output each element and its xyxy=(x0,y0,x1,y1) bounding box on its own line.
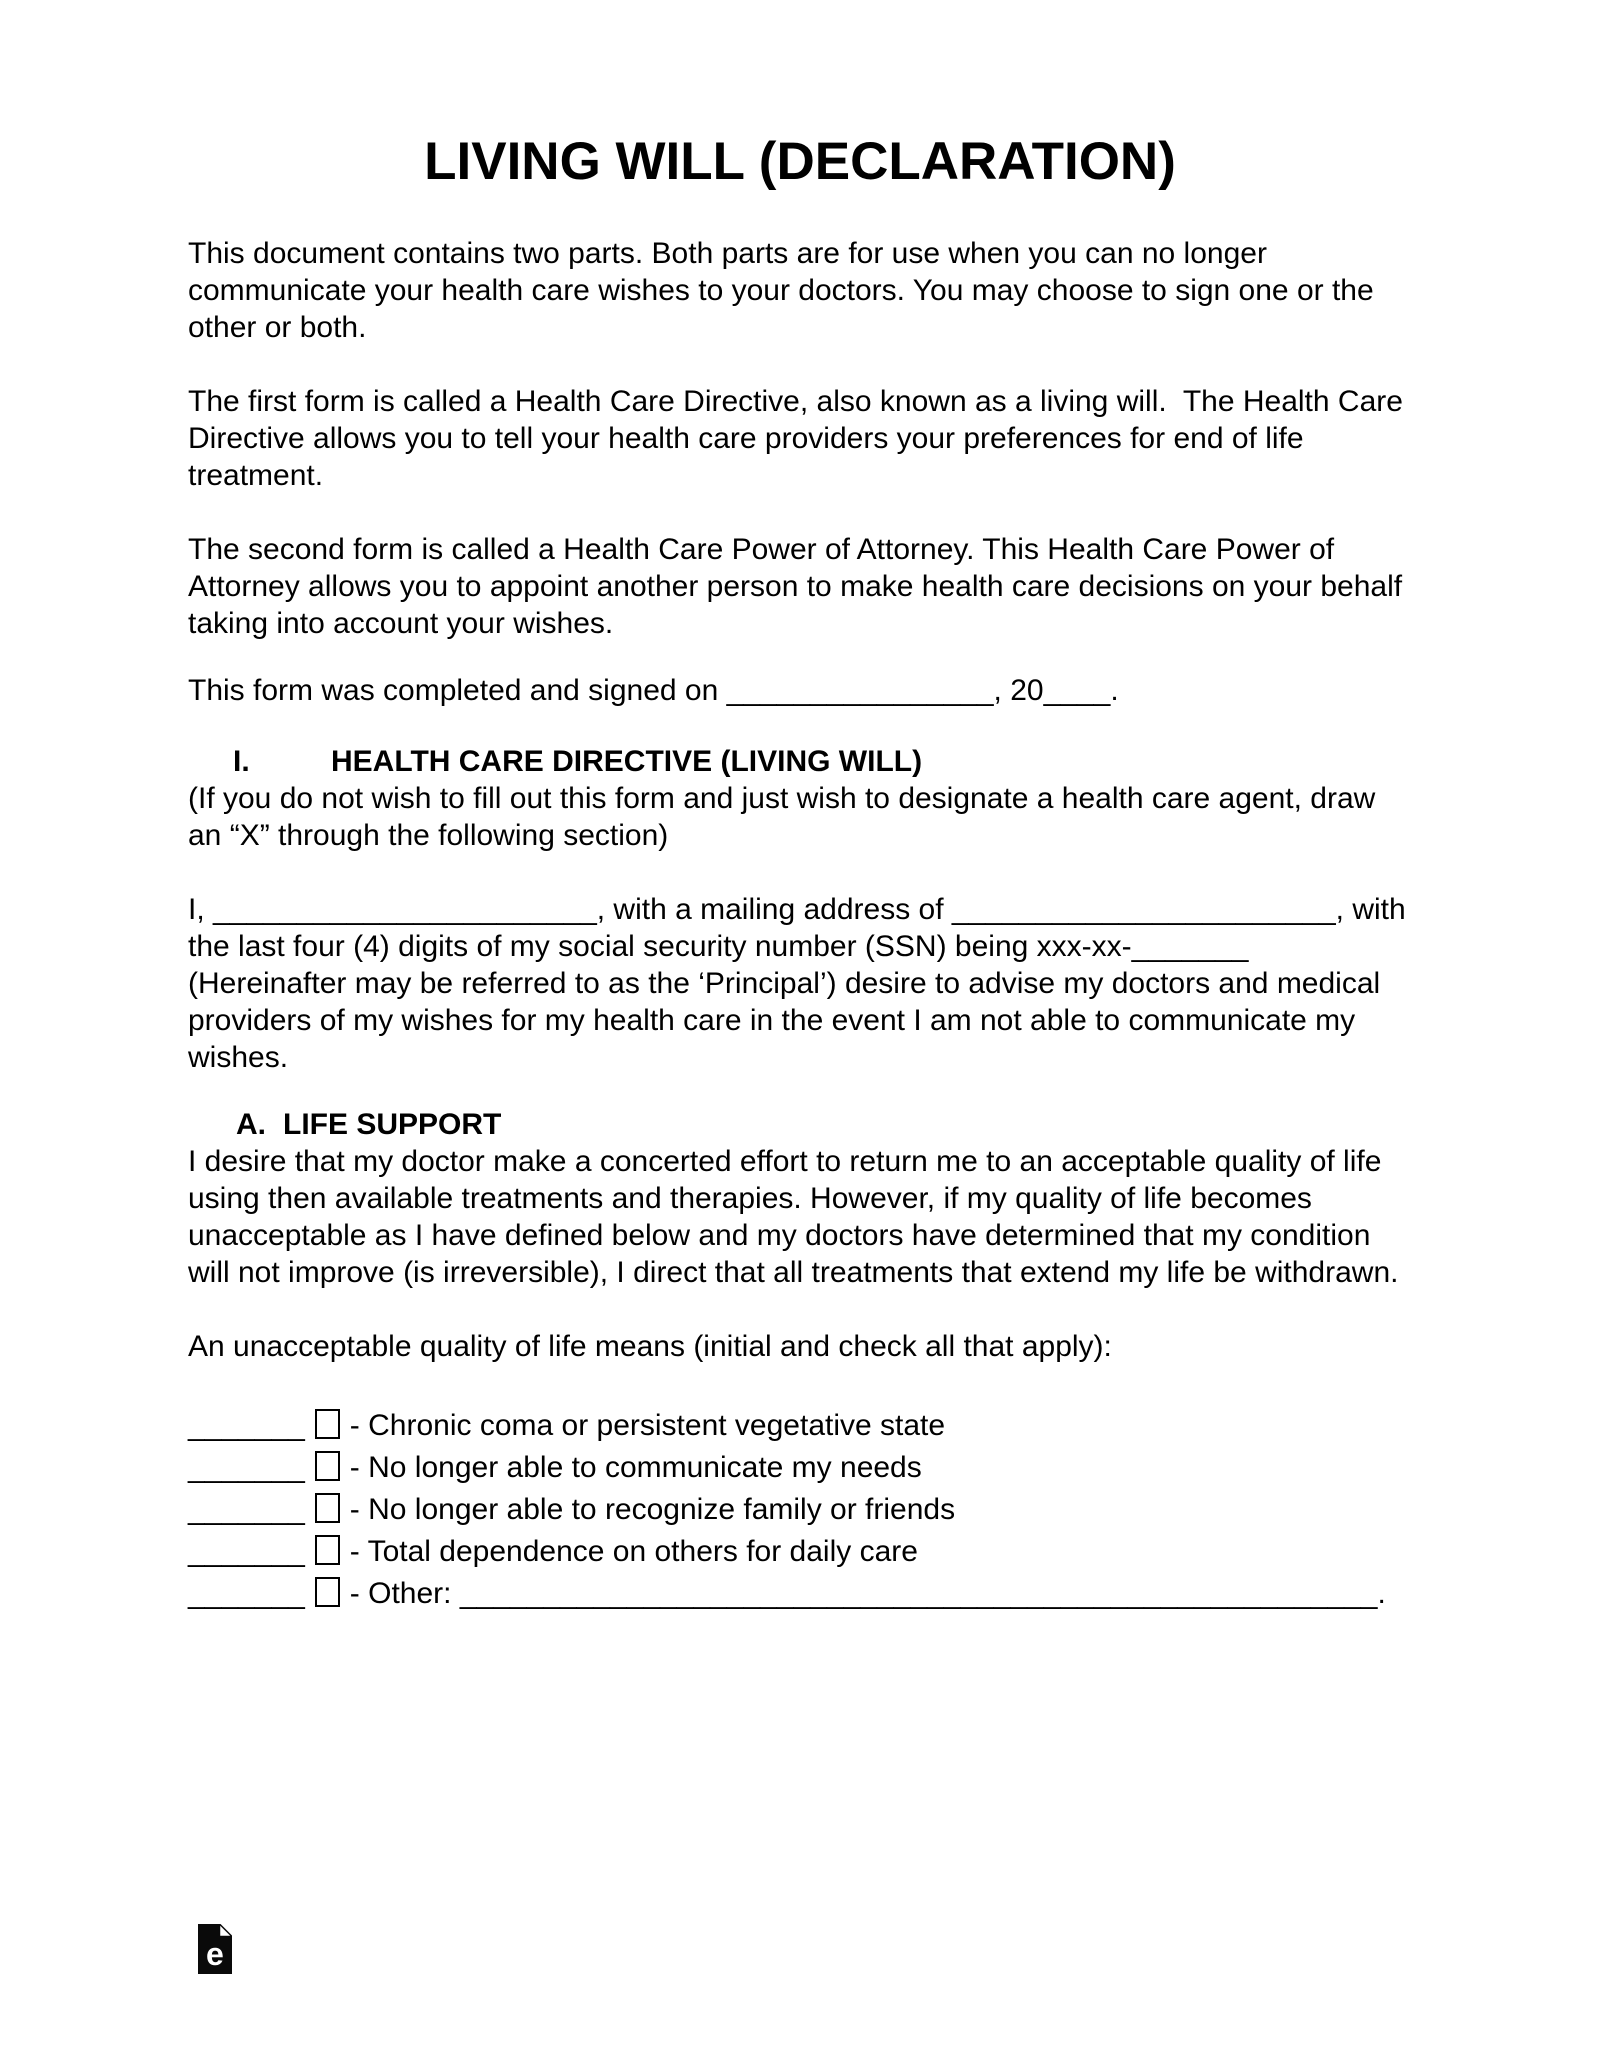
checkbox-icon[interactable] xyxy=(315,1493,340,1523)
initials-blank[interactable]: _______ xyxy=(188,1535,305,1569)
checklist-item-communicate xyxy=(188,1447,1412,1489)
section-i-title: HEALTH CARE DIRECTIVE (LIVING WILL) xyxy=(331,745,923,779)
section-i-block xyxy=(188,743,1412,854)
checklist-item-label: - Chronic coma or persistent vegetative state xyxy=(349,1409,946,1443)
section-a-number: A. xyxy=(236,1108,266,1142)
checklist-item-label: - Total dependence on others for daily care xyxy=(349,1535,918,1569)
signed-date-line: This form was completed and signed on ________________, 20____. xyxy=(188,674,1119,708)
intro-paragraph-3: The second form is called a Health Care Power of Attorney. This Health Care Power of Attorney allows you to appoint another person to make health care decisions on your behalf taking into account your wishes. xyxy=(188,533,1411,641)
intro-paragraph-1: This document contains two parts. Both parts are for use when you can no longer communicate your health care wishes to your doctors. You may choose to sign one or the other or both. xyxy=(188,237,1383,345)
principal-clause: I, _______________________, with a mailing address of _______________________, with the last four (4) digits of my social security number (SSN) being xxx-xx-_______ (Hereinafter may be referred to as the ‘Principal’) desire to advise my doctors and medical providers of my wishes for my health care in the event I am not able to communicate my wishes. xyxy=(188,893,1415,1075)
checklist-item-coma xyxy=(188,1405,1412,1447)
life-support-paragraph: I desire that my doctor make a concerted effort to return me to an acceptable quality of life using then available treatments and therapies. However, if my quality of life becomes unacceptable as I have defined below and my doctors have determined that my condition will not improve (is irreversible), I direct that all treatments that extend my life be withdrawn. xyxy=(188,1145,1399,1290)
initials-blank[interactable]: _______ xyxy=(188,1577,305,1611)
section-i-note: (If you do not wish to fill out this form and just wish to designate a health care agent, draw an “X” through the following section) xyxy=(188,782,1384,853)
checkbox-icon[interactable] xyxy=(315,1409,340,1439)
checkbox-icon[interactable] xyxy=(315,1577,340,1607)
document-title: LIVING WILL (DECLARATION) xyxy=(424,132,1176,191)
initials-blank[interactable]: _______ xyxy=(188,1409,305,1443)
section-a-title: LIFE SUPPORT xyxy=(283,1108,502,1142)
quality-of-life-checklist xyxy=(188,1405,1412,1615)
initials-blank[interactable]: _______ xyxy=(188,1493,305,1527)
checklist-item-label: - Other: xyxy=(349,1577,452,1611)
intro-paragraph-2: The first form is called a Health Care Directive, also known as a living will. The Health Care Directive allows you to tell your health care providers your preferences for end of life treatment. xyxy=(188,385,1412,493)
section-a-block xyxy=(188,1106,1412,1291)
checkbox-icon[interactable] xyxy=(315,1451,340,1481)
logo-folded-corner xyxy=(220,1924,233,1937)
checklist-item-dependence xyxy=(188,1531,1412,1573)
checklist-instruction: An unacceptable quality of life means (initial and check all that apply): xyxy=(188,1330,1112,1364)
logo-letter: e xyxy=(206,1936,224,1972)
checklist-item-label: - No longer able to recognize family or friends xyxy=(349,1493,956,1527)
other-blank-line[interactable]: _______________________________________________________. xyxy=(451,1577,1386,1611)
checklist-item-recognize xyxy=(188,1489,1412,1531)
checklist-item-other xyxy=(188,1573,1412,1615)
section-i-number: I. xyxy=(233,745,250,779)
checkbox-icon[interactable] xyxy=(315,1535,340,1565)
section-a-heading xyxy=(188,1106,1412,1143)
checklist-item-label: - No longer able to communicate my needs xyxy=(349,1451,922,1485)
section-i-heading xyxy=(188,743,1412,780)
eforms-document-logo xyxy=(198,1924,232,1974)
initials-blank[interactable]: _______ xyxy=(188,1451,305,1485)
